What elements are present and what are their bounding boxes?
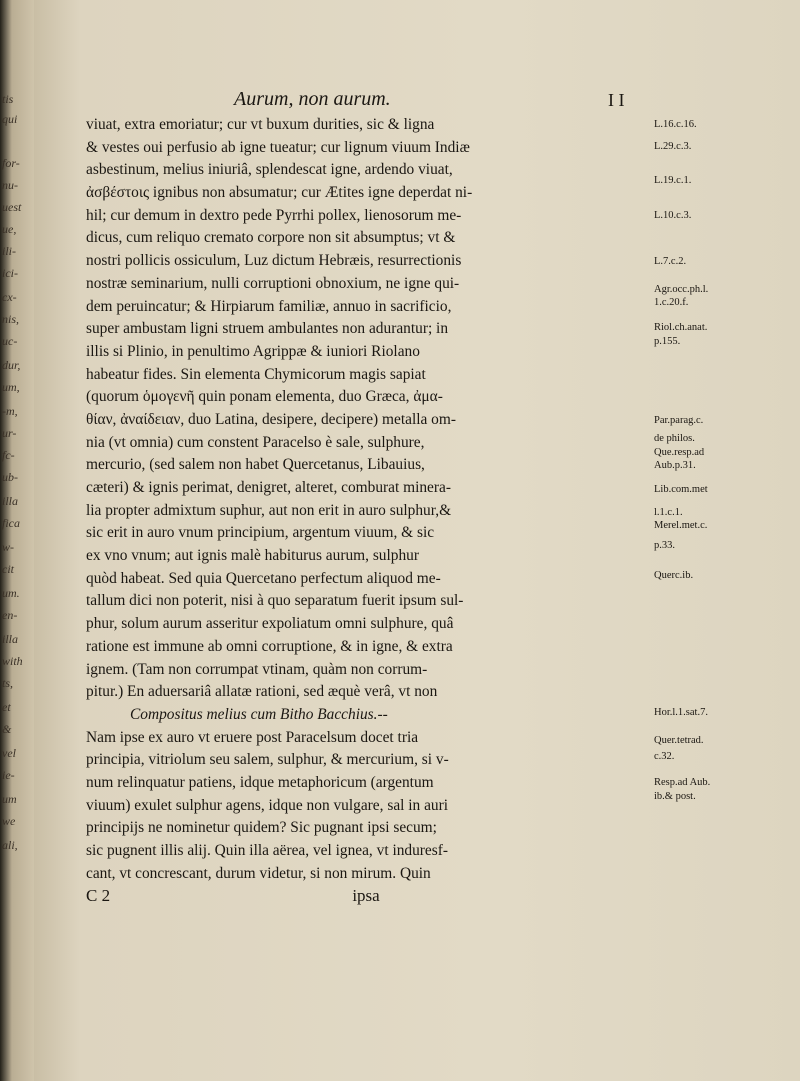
margin-note: L.7.c.2. [654,256,687,267]
edge-fragment: ali, [2,838,18,852]
margin-note: p.33. [654,540,675,551]
edge-fragment: tis [2,92,14,106]
text-line: num relinquatur patiens, idque metaphoricum (argentum [86,773,434,791]
edge-fragment: ie- [2,768,15,782]
margin-note: 1.c.20.f. [654,297,689,308]
edge-fragment: uest [2,200,22,214]
margin-note: ib.& post. [654,791,696,802]
text-line: cant, vt concrescant, durum videtur, si non mirum. Quin [86,864,431,882]
text-line: sic erit in auro vnum principium, argentum viuum, & sic [86,524,435,542]
edge-fragment: ue, [2,222,17,236]
margin-note: Querc.ib. [654,570,694,581]
edge-fragment: vel [2,746,16,760]
text-line: ἀσβέστοις ignibus non absumatur; cur Ætites igne deperdat ni- [86,184,473,202]
text-line: illis si Plinio, in penultimo Agrippæ & iuniori Riolano [86,342,420,360]
margin-note: p.155. [654,336,681,347]
text-line: Compositus melius cum Bitho Bacchius.-- [130,705,388,723]
margin-note: Merel.met.c. [654,520,708,531]
margin-note: Que.resp.ad [654,447,705,458]
running-title: Aurum, non aurum. [234,88,391,110]
edge-fragment: um, [2,380,20,394]
text-line: cæteri) & ignis perimat, denigret, alteret, comburat minera- [86,479,451,496]
text-line: quòd habeat. Sed quia Quercetano perfectum aliquod me- [86,569,441,587]
text-line: habeatur fides. Sin elementa Chymicorum magis sapiat [86,365,426,383]
text-line: sic pugnent illis alij. Quin illa aërea, vel ignea, vt induresf- [86,842,449,859]
text-line: dicus, cum reliquo cremato corpore non sit absumptus; vt & [86,229,456,247]
margin-note: L.16.c.16. [654,119,697,130]
margin-note: Quer.tetrad. [654,735,704,746]
edge-fragment: um. [2,586,20,600]
edge-fragment: we [2,814,16,828]
margin-note: Aub.p.31. [654,460,696,471]
edge-fragment: et [2,700,11,714]
margin-note: Riol.ch.anat. [654,322,708,333]
edge-fragment: w- [2,540,14,554]
edge-fragment: for- [2,156,20,170]
edge-fragment: en- [2,608,18,622]
edge-fragment: illa [2,494,19,508]
edge-fragment: -m, [2,404,18,418]
adjacent-page-edge [0,0,34,1081]
edge-fragment: fc- [2,448,15,462]
text-line: phur, solum aurum asseritur expoliatum omni sulphure, quâ [86,615,454,633]
edge-fragment: cit [2,562,14,576]
margin-note: L.10.c.3. [654,210,692,221]
text-line: dem peruincatur; & Hirpiarum familiæ, annuo in sacrificio, [86,297,452,315]
text-line: viuat, extra emoriatur; cur vt buxum durities, sic & ligna [86,116,435,133]
text-line: viuum) exulet sulphur agens, idque non vulgare, sal in auri [86,796,449,814]
text-line: principijs ne nominetur quidem? Sic pugnant ipsi secum; [86,819,437,837]
text-line: pitur.) En aduersariâ allatæ rationi, sed æquè verâ, vt non [86,683,438,701]
text-line: nostræ seminarium, nulli corruptioni obnoxium, ne igne qui- [86,274,460,292]
margin-note: de philos. [654,433,695,444]
page-header [34,88,734,114]
edge-fragment: ici- [2,266,18,280]
margin-note: l.1.c.1. [654,507,683,518]
edge-fragment: with [2,654,23,668]
text-line: nia (vt omnia) cum constent Paracelso è sale, sulphure, [86,433,425,451]
text-line: super ambustam ligni struem ambulantes non adurantur; in [86,320,449,338]
text-line: mercurio, (sed salem non habet Quercetanus, Libauius, [86,456,425,474]
edge-fragment: nis, [2,312,20,326]
text-line: ex vno vnum; aut ignis malè habiturus aurum, sulphur [86,547,419,565]
margin-note: Resp.ad Aub. [654,777,711,788]
edge-fragment: cx- [2,290,17,304]
margin-note: L.19.c.1. [654,175,692,186]
page-number: I I [608,90,625,110]
text-line: ratione est immune ab omni corruptione, & in igne, & extra [86,637,453,655]
margin-note: Lib.com.met [654,484,708,495]
edge-fragment: um [2,792,17,806]
book-page [34,0,800,1081]
edge-fragment: ur- [2,426,17,440]
margin-note: L.29.c.3. [654,141,692,152]
margin-note: Hor.l.1.sat.7. [654,707,708,718]
edge-fragment: ts, [2,676,14,690]
text-line: tallum dici non poterit, nisi à quo separatum fuerit ipsum sul- [86,592,464,610]
text-line: lia propter admixtum suphur, aut non erit in auro sulphur,& [86,501,452,519]
margin-note: c.32. [654,751,675,762]
text-line: Nam ipse ex auro vt eruere post Paracelsum docet tria [86,728,419,746]
edge-fragment: illa [2,632,19,646]
text-line: nostri pollicis ossiculum, Luz dictum Hebræis, resurrectionis [86,252,462,270]
text-line: (quorum ὁμογενῆ quin ponam elementa, duo Græca, ἀμα- [86,388,443,406]
text-line: & vestes oui perfusio ab igne tueatur; cur lignum viuum Indiæ [86,138,470,156]
body-text [86,114,646,908]
text-line: hil; cur demum in dextro pede Pyrrhi pollex, lienosorum me- [86,206,462,224]
text-line: ignem. (Tam non corrumpat vtinam, quàm non corrum- [86,660,428,678]
edge-fragment: uc- [2,334,18,348]
edge-fragment: ub- [2,470,18,484]
text-line: θίαν, ἀναίδειαν, duo Latina, desipere, decipere) metalla om- [86,410,456,428]
edge-fragment: fica [2,516,20,530]
catchword-line: C 2 ipsa [86,886,380,906]
edge-fragment: qui [2,112,18,126]
margin-note: Agr.occ.ph.l. [654,284,709,295]
text-line: principia, vitriolum seu salem, sulphur, & mercurium, si v- [86,751,449,769]
edge-fragment: & [2,722,12,736]
text-line: asbestinum, melius iniuriâ, splendescat igne, ardendo viuat, [86,161,453,179]
edge-fragment: nu- [2,178,18,192]
edge-fragment: dur, [2,358,21,372]
margin-note: Par.parag.c. [654,415,704,426]
edge-fragment: ili- [2,244,16,258]
